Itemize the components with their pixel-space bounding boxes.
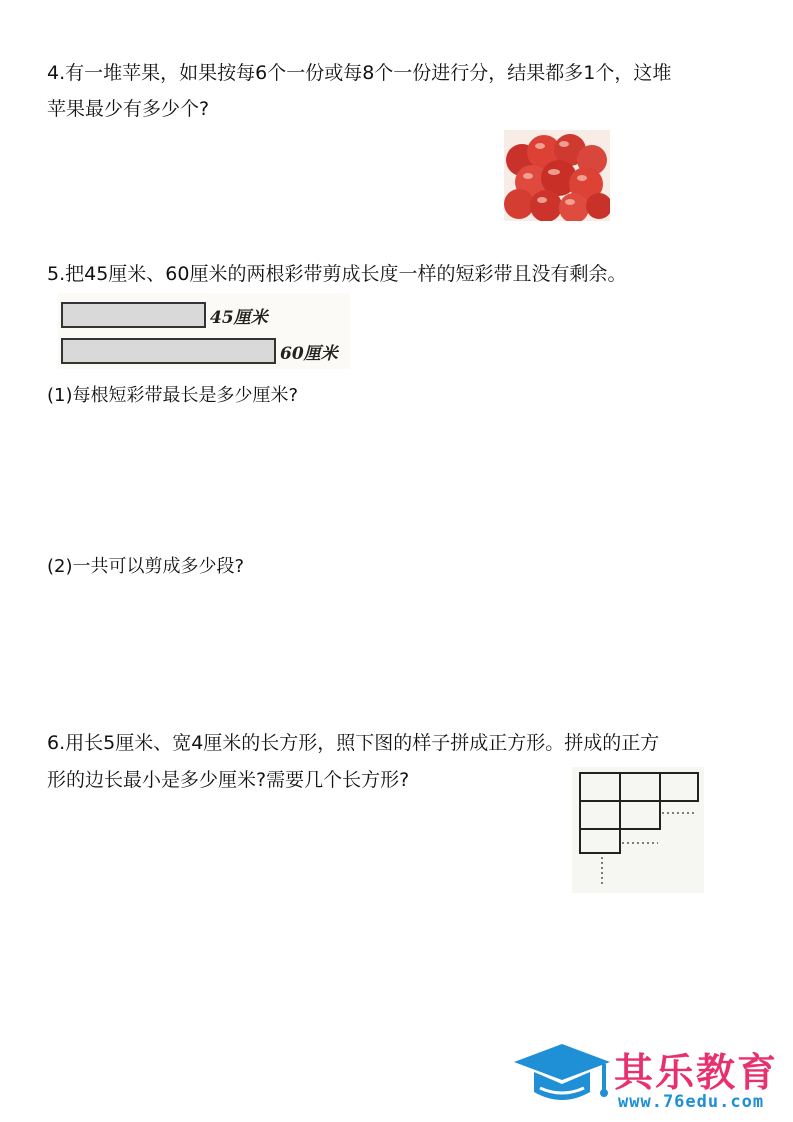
ribbon-60cm-label: 60厘米: [280, 344, 338, 364]
apples-image: [504, 130, 610, 221]
brand-logo: [510, 1040, 790, 1115]
rectangle-tiling-figure: [572, 767, 704, 893]
ribbon-figure: [58, 293, 350, 369]
ribbon-45cm: [62, 303, 205, 327]
q5-stem: 5.把45厘米、60厘米的两根彩带剪成长度一样的短彩带且没有剩余。: [47, 263, 627, 285]
q5-sub-question-1: (1)每根短彩带最长是多少厘米?: [47, 385, 299, 406]
logo-brand-name: 其乐教育: [614, 1051, 779, 1096]
graduation-cap-icon: [510, 1040, 614, 1115]
q6-line-2: 形的边长最小是多少厘米?需要几个长方形?: [47, 769, 410, 791]
q6-line-1: 6.用长5厘米、宽4厘米的长方形，照下图的样子拼成正方形。拼成的正方: [47, 732, 660, 754]
q4-line-2: 苹果最少有多少个?: [47, 98, 210, 120]
logo-url: www.76edu.com: [618, 1092, 765, 1112]
ribbon-60cm: [62, 339, 275, 363]
q4-line-1: 4.有一堆苹果，如果按每6个一份或每8个一份进行分，结果都多1个，这堆: [47, 62, 672, 84]
ribbon-45cm-label: 45厘米: [210, 308, 268, 328]
q5-sub-question-2: (2)一共可以剪成多少段?: [47, 556, 245, 577]
